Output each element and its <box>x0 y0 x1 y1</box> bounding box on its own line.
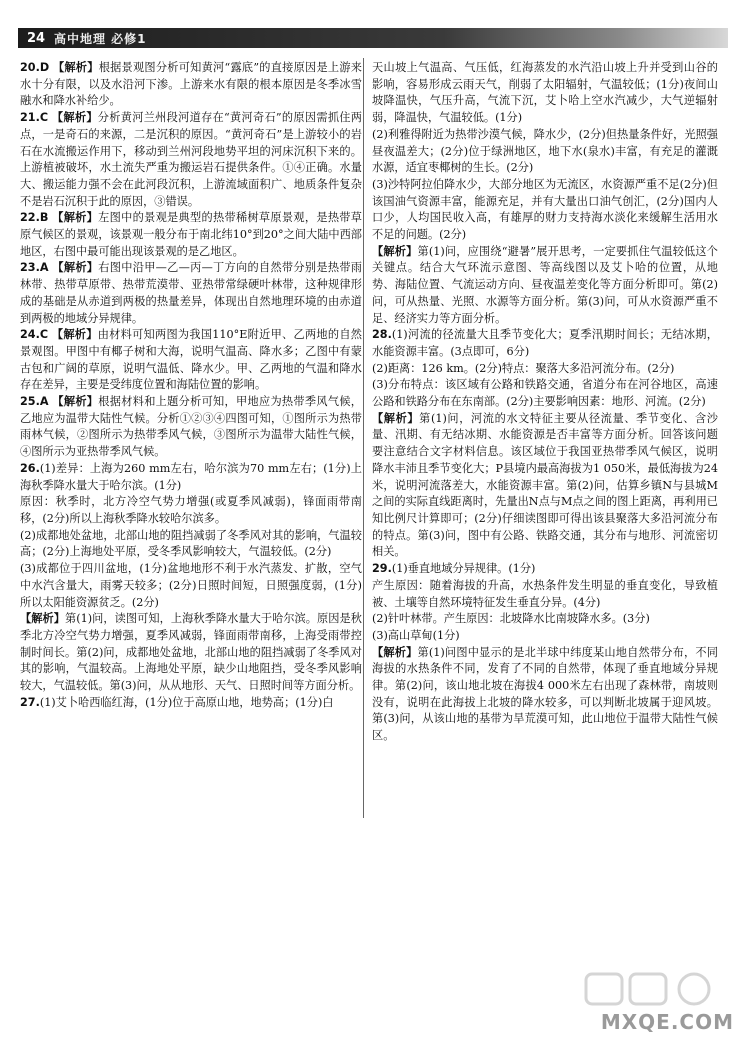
answer-entry <box>372 177 718 244</box>
answer-entry <box>20 561 362 611</box>
entry-text: 产生原因：随着海拔的升高，水热条件发生明显的垂直变化，导致植被、土壤等自然环境特征发生垂直分异。(4分) <box>372 578 718 609</box>
analysis-tag: 【解析】 <box>52 211 99 225</box>
page-header-bar <box>18 28 728 48</box>
question-number: 29. <box>372 562 392 576</box>
answer-letter: C <box>39 111 49 125</box>
answer-entry <box>372 611 718 628</box>
left-column <box>20 60 362 711</box>
entry-text: (1)艾卜哈西临红海，(1分)位于高原山地，地势高；(1分)白 <box>39 695 334 709</box>
entry-text: (2)距离：126 km。(2分)特点：聚落大多沿河流分布。(2分) <box>372 361 675 375</box>
entry-text: 左图中的景观是典型的热带稀树草原景观，是热带草原气候区的景观，该景观一般分布于南北纬10°到20°之间大陆中西部地区，右图中最可能出现该景观的是乙地区。 <box>20 211 362 258</box>
question-number: 25. <box>20 395 40 409</box>
entry-text: (1)差异：上海为260 mm左右，哈尔滨为70 mm左右；(1分)上海秋季降水量大于哈尔滨。(1分) <box>20 461 362 492</box>
analysis-tag: 【解析】 <box>20 612 65 626</box>
entry-text: 右图中沿甲—乙—丙—丁方向的自然带分别是热带雨林带、热带草原带、热带荒漠带、亚热带常绿硬叶林带，这种规律形成的基础是从赤道到两极的热量差异，体现出自然地理环境的由赤道到两极的地域分异规律。 <box>20 261 362 325</box>
answer-entry <box>372 377 718 410</box>
entry-text: 原因：秋季时，北方冷空气势力增强(或夏季风减弱)，锋面雨带南移，(2分)所以上海秋季降水较哈尔滨多。 <box>20 495 362 525</box>
entry-text: 分析黄河兰州段河道存在“黄河奇石”的原因需抓住两点，一是奇石的来源，二是沉积的原因。“黄河奇石”是上游较小的岩石在水流搬运作用下，移动到兰州河段地势平坦的河床沉积下来的。上游植被破坏，水土流失严重为搬运岩石提供条件。①④正确。水量大、搬运能力强不会在此河段沉积，上游流域面积广、地质条件复杂不是岩石沉积于此的原因，③错误。 <box>20 111 362 208</box>
entry-text: (3)分布特点：该区域有公路和铁路交通，省道分布在河谷地区，高速公路和铁路分布在东南部。(2分)主要影响因素：地形、河流。(2分) <box>372 378 718 409</box>
question-number: 26. <box>20 461 40 475</box>
answer-letter: A <box>39 261 49 275</box>
entry-text: 第(1)问，河流的水文特征主要从径流量、季节变化、含沙量、汛期、有无结冰期、水能资源是否丰富等方面分析。回答该问题要注意结合文字材料信息。该区域位于我国亚热带季风气候区，说明降水丰沛且季节变化大；P县境内最高海拔为1 050米，最低海拔为24米，说明河流落差大，水能资源丰富。第(2)问，估算乡镇N与县城M之间的实际直线距离时，先量出N点与M点之间的图上距离，再利用已知比例尺计算即可；(2分)仔细读图即可得出该县聚落大多沿河流分布的特点。第(3)问，图中有公路、铁路交通，其分布与地形、河流密切相关。 <box>372 411 718 559</box>
analysis-tag: 【解析】 <box>52 61 99 74</box>
analysis-tag: 【解析】 <box>372 244 418 258</box>
analysis-tag: 【解析】 <box>51 111 98 125</box>
column-divider <box>363 58 364 818</box>
watermark-text: MXQE.COM <box>600 1010 734 1034</box>
answer-entry <box>372 327 718 360</box>
analysis-tag: 【解析】 <box>52 395 99 409</box>
answer-entry <box>372 361 718 378</box>
question-number: 21. <box>20 111 40 125</box>
answer-letter: C <box>39 328 49 342</box>
answer-entry <box>20 327 362 394</box>
entry-text: 由材料可知两图为我国110°E附近甲、乙两地的自然景观图。甲图中有椰子树和大海，说明气温高、降水多；乙图中有蒙古包和广阔的草原，说明气温低、降水少。甲、乙两地的气温和降水存在差异，主要是受纬度位置和海陆位置的影响。 <box>20 328 362 392</box>
answer-entry <box>20 60 362 110</box>
answer-entry <box>20 611 362 695</box>
question-number: 24. <box>20 328 40 342</box>
entry-text: (2)成都地处盆地，北部山地的阻挡减弱了冬季风对其的影响，气温较高；(2分)上海地处平原，受冬季风影响较大，气温较低。(2分) <box>20 528 362 559</box>
question-number: 27. <box>20 695 40 709</box>
answer-entry <box>372 60 718 127</box>
analysis-tag: 【解析】 <box>372 411 420 425</box>
entry-text: (1)河流的径流量大且季节变化大；夏季汛期时间长；无结冰期，水能资源丰富。(3点即可，6分) <box>372 328 718 358</box>
answer-entry <box>372 578 718 611</box>
answer-entry <box>20 394 362 461</box>
entry-text: (2)针叶林带。产生原因：北坡降水比南坡降水多。(3分) <box>372 612 650 626</box>
answer-entry <box>372 127 718 177</box>
entry-text: 根据景观图分析可知黄河“露底”的直接原因是上游来水十分有限，以及水沿河下渗。上游来水有限的根本原因是冬季冰雪融水和降水补给少。 <box>20 61 362 108</box>
answer-entry <box>20 494 362 527</box>
entry-text: 第(1)问，应围绕“避暑”展开思考，一定要抓住气温较低这个关键点。结合大气环流示意图、等高线图以及艾卜哈的位置，从地势、海陆位置、气流运动方向、昼夜温差变化等方面分析即可。第(2)问，可从热量、光照、水源等方面分析。第(3)问，可从水资源严重不足、经济实力等方面分析。 <box>372 244 718 325</box>
answer-letter: D <box>39 61 50 74</box>
answer-entry <box>20 210 362 260</box>
answer-entry <box>372 628 718 645</box>
analysis-tag: 【解析】 <box>372 645 418 659</box>
answer-entry <box>372 411 718 561</box>
answer-entry <box>372 244 718 328</box>
entry-text: (3)沙特阿拉伯降水少，大部分地区为无流区，水资源严重不足(2分)但该国油气资源丰富，能源充足，并有大量出口油气创汇，(2分)国内人口少，人均国民收入高，有雄厚的财力支持海水淡化来缓解生活用水不足的问题。(2分) <box>372 177 718 242</box>
answer-entry <box>20 528 362 561</box>
answer-letter: A <box>39 395 49 409</box>
answer-entry <box>372 561 718 578</box>
answer-letter: B <box>39 211 49 225</box>
entry-text: (2)利雅得附近为热带沙漠气候，降水少，(2分)但热量条件好，光照强昼夜温差大；(2分)位于绿洲地区，地下水(泉水)丰富，有充足的灌溉水源，适宜枣椰树的生长。(2分) <box>372 127 718 175</box>
answer-entry <box>20 461 362 494</box>
answer-entry <box>20 260 362 327</box>
question-number: 20. <box>20 61 40 74</box>
answer-entry <box>20 110 362 210</box>
question-number: 23. <box>20 261 40 275</box>
page-number: 24 <box>26 30 46 46</box>
entry-text: (3)成都位于四川盆地，(1分)盆地地形不利于水汽蒸发、扩散，空气中水汽含量大，雨雾天较多；(2分)日照时间短，日照强度弱，(1分)所以太阳能资源贫乏。(2分) <box>20 562 362 609</box>
question-number: 22. <box>20 211 40 225</box>
analysis-tag: 【解析】 <box>51 328 98 342</box>
entry-text: (3)高山草甸(1分) <box>372 628 460 642</box>
analysis-tag: 【解析】 <box>52 261 99 275</box>
entry-text: 根据材料和上题分析可知，甲地应为热带季风气候，乙地应为温带大陆性气候。分析①②③④四图可知，①图所示为热带雨林气候，②图所示为热带季风气候，③图所示为温带大陆性气候，④图所示为亚热带季风气候。 <box>20 395 362 459</box>
answer-entry <box>372 645 718 745</box>
entry-text: 第(1)问，读图可知，上海秋季降水量大于哈尔滨。原因是秋季北方冷空气势力增强，夏季风减弱，锋面雨带南移，上海受雨带控制时间长。第(2)问，成都地处盆地，北部山地的阻挡减弱了冬季风对其的影响，气温较高。上海地处平原，缺少山地阻挡，受冬季风影响较大，气温较低。第(3)问，从从地形、天气、日照时间等方面分析。 <box>20 612 362 693</box>
question-number: 28. <box>372 328 392 342</box>
book-title: 高中地理 必修1 <box>54 31 147 46</box>
entry-text: 天山坡上气温高、气压低，红海蒸发的水汽沿山坡上升并受到山谷的影响，容易形成云雨天气，削弱了太阳辐射，气温较低；(1分)夜间山坡降温快，气压升高，气流下沉，艾卜哈上空水汽减少，大气逆辐射弱，降温快，气温较低。(1分) <box>372 61 718 125</box>
entry-text: (1)垂直地域分异规律。(1分) <box>391 562 536 576</box>
right-column <box>372 60 718 745</box>
entry-text: 第(1)问图中显示的是北半球中纬度某山地自然带分布，不同海拔的水热条件不同，发育了不同的自然带，体现了垂直地域分异规律。第(2)问，该山地北坡在海拔4 000米左右出现了森林带，南坡则没有，说明在此海拔上北坡的降水较多，可以判断北坡属于迎风坡。第(3)问，从该山地的基带为旱荒漠可知，此山地位于温带大陆性气候区。 <box>372 645 718 743</box>
answer-entry <box>20 695 362 712</box>
